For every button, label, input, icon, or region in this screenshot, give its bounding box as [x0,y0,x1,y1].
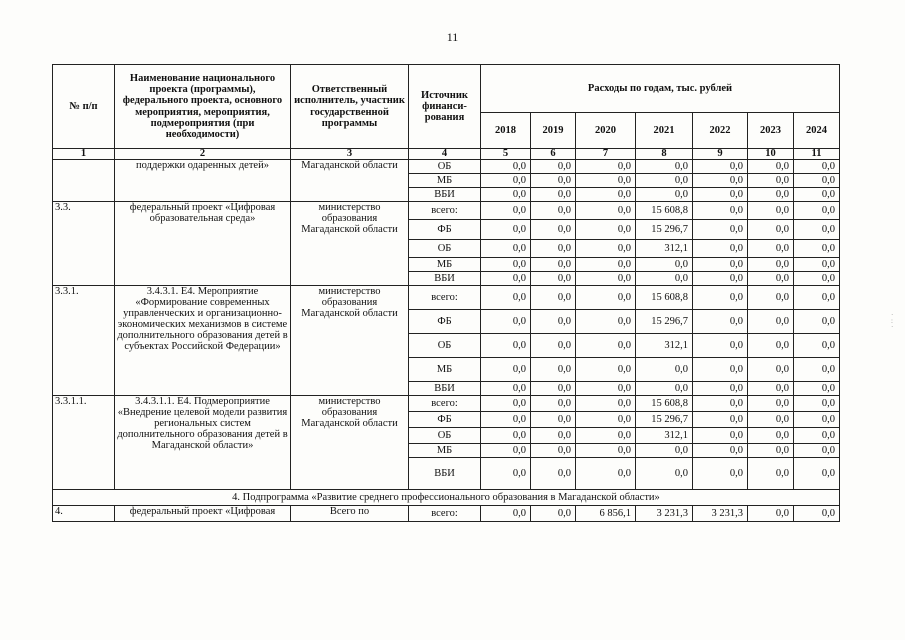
row-value: 0,0 [576,310,636,334]
header-responsible: Ответственный исполнитель, участник государственной программы [291,65,409,149]
row-value: 0,0 [481,382,531,396]
row-value: 0,0 [693,286,748,310]
row-value: 0,0 [693,160,748,174]
row-value: 0,0 [576,220,636,240]
row-source: ОБ [409,428,481,444]
row-value: 0,0 [636,382,693,396]
row-value: 15 296,7 [636,412,693,428]
row-value: 0,0 [748,258,794,272]
row-responsible: министерство образования Магаданской области [291,396,409,490]
row-value: 0,0 [748,310,794,334]
header-year: 2021 [636,113,693,149]
row-value: 0,0 [636,160,693,174]
row-value: 0,0 [794,272,840,286]
row-value: 0,0 [748,160,794,174]
row-value: 0,0 [481,160,531,174]
row-name: 3.4.3.1. Е4. Мероприятие «Формирование современных управленческих и организационно-экономических механизмов в системе дополнительного образования детей в субъектах Российской Федерации» [115,286,291,396]
row-value: 0,0 [794,240,840,258]
row-value: 0,0 [794,160,840,174]
row-value: 0,0 [693,310,748,334]
column-number: 3 [291,149,409,160]
row-value: 0,0 [748,334,794,358]
row-number: 4. [53,506,115,522]
header-year: 2023 [748,113,794,149]
row-value: 0,0 [693,202,748,220]
column-number: 7 [576,149,636,160]
row-value: 0,0 [748,458,794,490]
row-value: 0,0 [693,396,748,412]
header-year: 2022 [693,113,748,149]
row-source: ОБ [409,240,481,258]
row-value: 0,0 [531,220,576,240]
row-value: 0,0 [531,382,576,396]
column-number: 6 [531,149,576,160]
row-value: 0,0 [531,412,576,428]
row-source: ФБ [409,220,481,240]
row-value: 0,0 [481,396,531,412]
row-value: 0,0 [531,202,576,220]
column-number: 1 [53,149,115,160]
row-value: 0,0 [794,396,840,412]
row-value: 0,0 [481,220,531,240]
row-value: 0,0 [531,160,576,174]
row-value: 0,0 [693,188,748,202]
row-value: 0,0 [481,286,531,310]
row-value: 0,0 [748,506,794,522]
row-value: 0,0 [748,240,794,258]
row-source: всего: [409,202,481,220]
row-number: 3.3.1. [53,286,115,396]
row-value: 0,0 [576,240,636,258]
column-number: 5 [481,149,531,160]
row-value: 0,0 [748,220,794,240]
row-value: 0,0 [693,444,748,458]
row-value: 6 856,1 [576,506,636,522]
row-value: 0,0 [576,358,636,382]
column-number: 10 [748,149,794,160]
header-name: Наименование национального проекта (программы), федерального проекта, основного мероприятия, мероприятия, подмероприятия (при необходимости) [115,65,291,149]
header-source: Источник финанси-рования [409,65,481,149]
row-responsible: министерство образования Магаданской области [291,202,409,286]
row-value: 0,0 [576,458,636,490]
row-source: ВБИ [409,272,481,286]
row-value: 0,0 [636,458,693,490]
row-value: 0,0 [576,396,636,412]
row-number: 3.3. [53,202,115,286]
row-value: 0,0 [794,310,840,334]
row-value: 0,0 [693,458,748,490]
row-value: 0,0 [531,188,576,202]
row-value: 0,0 [531,240,576,258]
row-source: ФБ [409,310,481,334]
column-number: 4 [409,149,481,160]
page-number: 11 [446,30,459,44]
header-num: № п/п [53,65,115,149]
table-row [53,160,840,174]
row-value: 0,0 [481,202,531,220]
row-name: 3.4.3.1.1. Е4. Подмероприятие «Внедрение целевой модели развития региональных систем дополнительного образования детей в Магаданской области» [115,396,291,490]
row-value: 0,0 [531,444,576,458]
table-row [53,506,840,522]
row-value: 0,0 [794,428,840,444]
row-value: 0,0 [693,412,748,428]
row-value: 0,0 [693,174,748,188]
row-value: 0,0 [794,358,840,382]
header-year: 2018 [481,113,531,149]
row-value: 0,0 [576,258,636,272]
subprogram-row [53,490,840,506]
header-year: 2020 [576,113,636,149]
row-value: 0,0 [531,286,576,310]
row-value: 0,0 [481,458,531,490]
row-value: 0,0 [531,458,576,490]
row-value: 3 231,3 [636,506,693,522]
column-numbers-row [53,149,840,160]
column-number: 11 [794,149,840,160]
row-value: 0,0 [481,412,531,428]
row-value: 0,0 [636,272,693,286]
row-value: 3 231,3 [693,506,748,522]
row-value: 15 296,7 [636,310,693,334]
header-year: 2019 [531,113,576,149]
row-value: 0,0 [576,174,636,188]
row-value: 0,0 [636,188,693,202]
column-number: 8 [636,149,693,160]
row-value: 0,0 [748,428,794,444]
row-value: 0,0 [748,444,794,458]
table-row [53,396,840,412]
row-value: 0,0 [531,334,576,358]
row-value: 0,0 [794,286,840,310]
row-value: 0,0 [531,428,576,444]
row-name: федеральный проект «Цифровая образовательная среда» [115,202,291,286]
row-value: 0,0 [794,412,840,428]
row-value: 0,0 [576,428,636,444]
row-value: 0,0 [636,444,693,458]
row-value: 0,0 [576,202,636,220]
row-value: 0,0 [481,506,531,522]
row-value: 312,1 [636,334,693,358]
row-value: 0,0 [693,240,748,258]
table-body [53,160,840,522]
row-responsible: Магаданской области [291,160,409,202]
row-value: 0,0 [693,382,748,396]
row-source: ВБИ [409,382,481,396]
row-source: ФБ [409,412,481,428]
financing-table [52,64,840,522]
row-value: 0,0 [794,202,840,220]
row-source: МБ [409,258,481,272]
row-value: 0,0 [481,240,531,258]
row-value: 0,0 [531,310,576,334]
row-value: 0,0 [531,506,576,522]
row-value: 0,0 [794,506,840,522]
row-name: поддержки одаренных детей» [115,160,291,202]
row-value: 0,0 [481,358,531,382]
row-value: 0,0 [748,286,794,310]
row-source: ВБИ [409,188,481,202]
row-value: 0,0 [576,272,636,286]
row-value: 0,0 [693,272,748,286]
row-value: 0,0 [636,258,693,272]
row-source: ОБ [409,334,481,358]
row-value: 0,0 [636,174,693,188]
row-value: 0,0 [794,444,840,458]
row-value: 0,0 [748,396,794,412]
row-value: 0,0 [693,220,748,240]
row-value: 0,0 [794,458,840,490]
row-value: 0,0 [748,202,794,220]
row-number [53,160,115,202]
row-source: всего: [409,286,481,310]
row-source: МБ [409,358,481,382]
row-value: 15 608,8 [636,202,693,220]
row-value: 0,0 [748,174,794,188]
row-value: 0,0 [693,428,748,444]
row-value: 0,0 [481,310,531,334]
table-row [53,286,840,310]
row-value: 0,0 [576,412,636,428]
row-source: всего: [409,506,481,522]
row-value: 15 608,8 [636,286,693,310]
row-value: 0,0 [576,334,636,358]
header-year: 2024 [794,113,840,149]
row-source: МБ [409,174,481,188]
row-value: 0,0 [748,358,794,382]
row-value: 0,0 [748,412,794,428]
row-value: 0,0 [481,272,531,286]
row-value: 0,0 [576,382,636,396]
row-value: 0,0 [481,428,531,444]
row-value: 0,0 [576,160,636,174]
row-value: 0,0 [636,358,693,382]
row-value: 0,0 [531,272,576,286]
row-value: 0,0 [794,174,840,188]
row-value: 0,0 [693,334,748,358]
row-source: ВБИ [409,458,481,490]
row-value: 0,0 [531,258,576,272]
row-value: 0,0 [481,334,531,358]
row-source: всего: [409,396,481,412]
row-value: 0,0 [748,272,794,286]
column-number: 2 [115,149,291,160]
header-expenses: Расходы по годам, тыс. рублей [481,65,840,113]
row-value: 0,0 [693,358,748,382]
row-source: МБ [409,444,481,458]
scan-artifact: · : · [891,311,894,331]
row-value: 0,0 [531,396,576,412]
row-value: 0,0 [531,358,576,382]
row-value: 0,0 [576,444,636,458]
row-value: 15 296,7 [636,220,693,240]
row-value: 0,0 [481,174,531,188]
row-value: 0,0 [481,258,531,272]
row-value: 0,0 [576,286,636,310]
row-value: 0,0 [794,382,840,396]
row-value: 0,0 [794,220,840,240]
row-value: 0,0 [748,188,794,202]
row-value: 0,0 [794,334,840,358]
row-value: 312,1 [636,428,693,444]
table-row [53,202,840,220]
row-value: 0,0 [693,258,748,272]
row-value: 0,0 [748,382,794,396]
row-value: 0,0 [481,188,531,202]
row-value: 0,0 [481,444,531,458]
row-value: 312,1 [636,240,693,258]
column-number: 9 [693,149,748,160]
subprogram-title: 4. Подпрограмма «Развитие среднего профессионального образования в Магаданской области» [53,490,840,506]
row-value: 0,0 [794,258,840,272]
row-number: 3.3.1.1. [53,396,115,490]
row-name: федеральный проект «Цифровая [115,506,291,522]
row-value: 0,0 [794,188,840,202]
row-value: 15 608,8 [636,396,693,412]
row-responsible: министерство образования Магаданской области [291,286,409,396]
row-source: ОБ [409,160,481,174]
row-value: 0,0 [531,174,576,188]
row-responsible: Всего по [291,506,409,522]
row-value: 0,0 [576,188,636,202]
